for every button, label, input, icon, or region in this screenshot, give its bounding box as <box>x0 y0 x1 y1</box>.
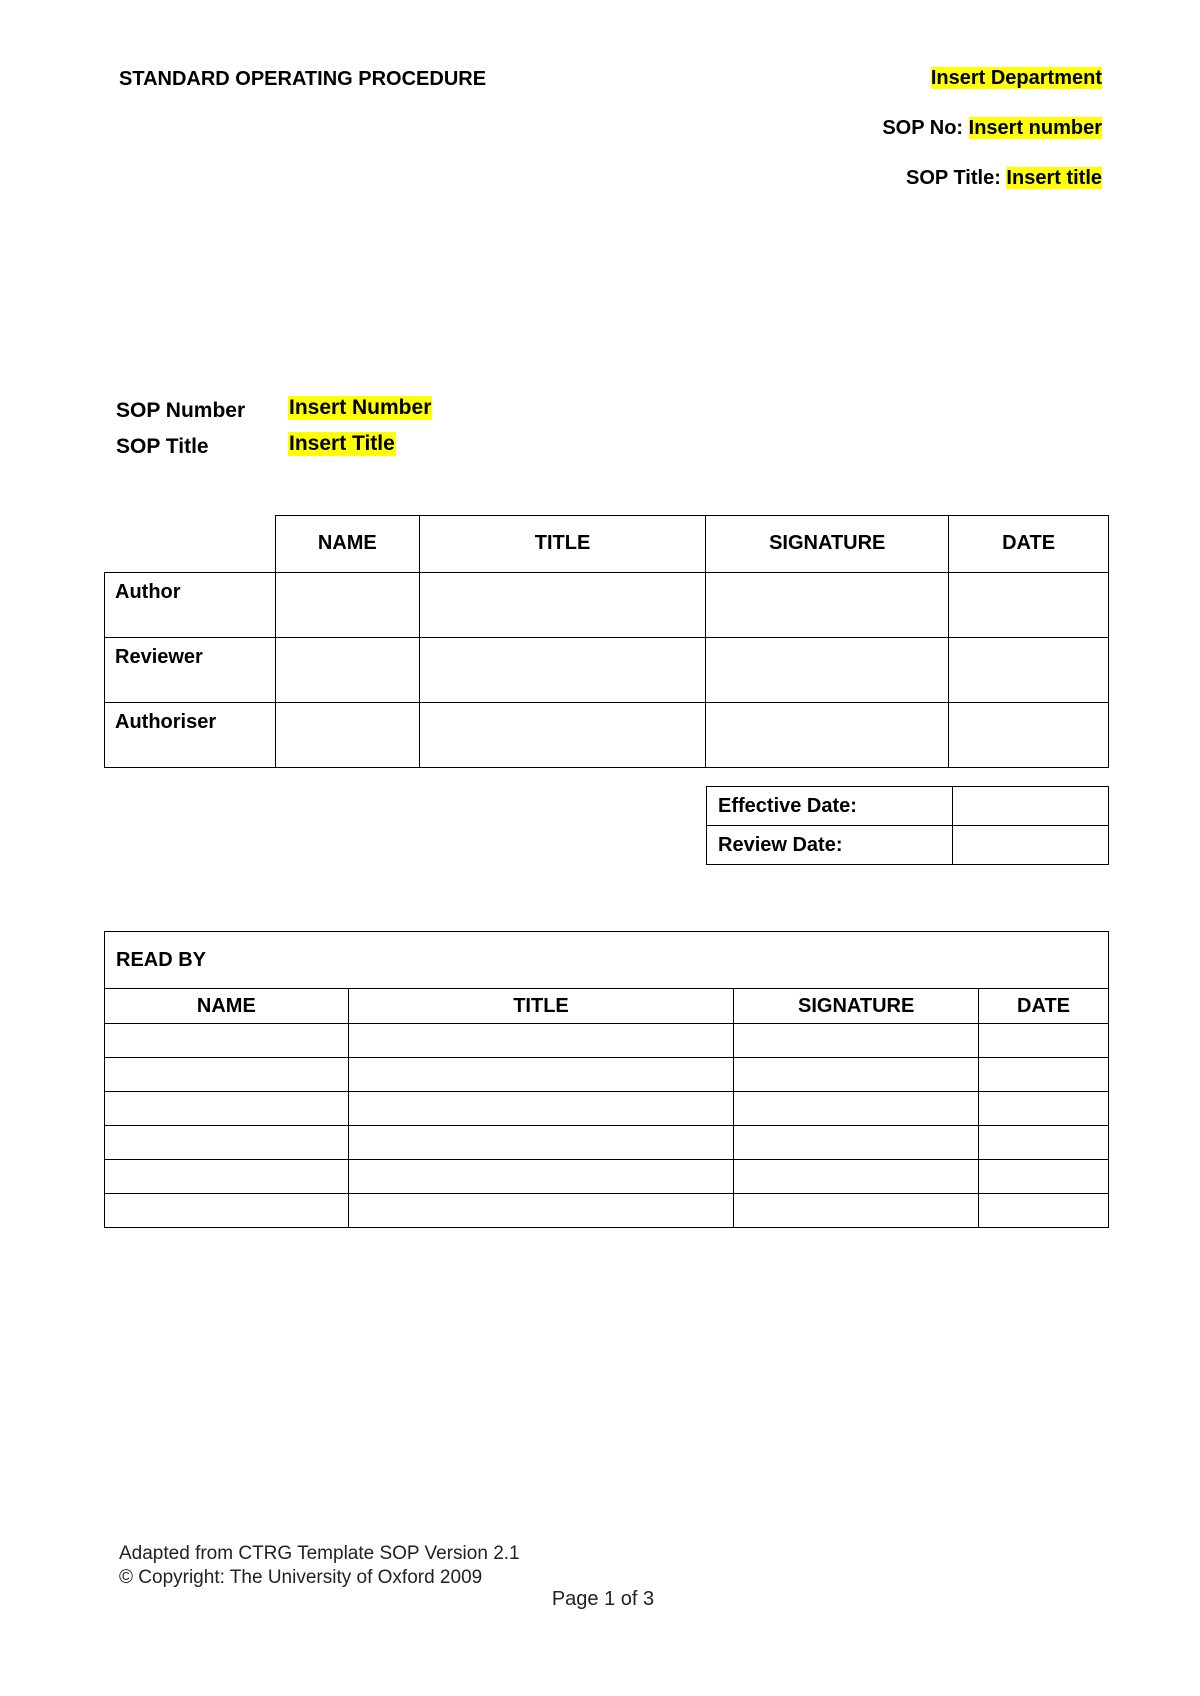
dates-table <box>706 786 1109 865</box>
signoff-row-reviewer <box>105 637 1109 702</box>
read-by-date-cell[interactable] <box>979 1160 1109 1194</box>
signoff-row-author <box>105 572 1109 637</box>
effective-date-field[interactable] <box>953 787 1109 826</box>
review-date-row <box>707 826 1109 865</box>
reviewer-name-cell[interactable] <box>275 637 419 702</box>
effective-date-row <box>707 787 1109 826</box>
read-by-title-cell[interactable] <box>348 1126 734 1160</box>
read-by-signature-cell[interactable] <box>734 1058 979 1092</box>
reviewer-title-cell[interactable] <box>419 637 706 702</box>
document-type: STANDARD OPERATING PROCEDURE <box>119 68 487 90</box>
reviewer-signature-cell[interactable] <box>706 637 949 702</box>
signoff-corner <box>105 516 276 573</box>
sop-title-field[interactable]: Insert title <box>1006 167 1102 189</box>
read-by-signature-cell[interactable] <box>734 1024 979 1058</box>
read-by-name-cell[interactable] <box>105 1194 349 1228</box>
read-by-table <box>104 931 1109 1228</box>
read-by-date-cell[interactable] <box>979 1126 1109 1160</box>
read-by-signature-cell[interactable] <box>734 1160 979 1194</box>
author-title-cell[interactable] <box>419 572 706 637</box>
table-row <box>105 1160 1109 1194</box>
table-row <box>105 1058 1109 1092</box>
review-date-field[interactable] <box>953 826 1109 865</box>
page-number: Page 1 of 3 <box>551 1588 655 1610</box>
read-by-signature-cell[interactable] <box>734 1194 979 1228</box>
read-by-name-cell[interactable] <box>105 1160 349 1194</box>
read-by-date-cell[interactable] <box>979 1058 1109 1092</box>
read-by-signature-cell[interactable] <box>734 1126 979 1160</box>
read-by-signature-cell[interactable] <box>734 1092 979 1126</box>
sop-no-field[interactable]: Insert number <box>968 117 1102 139</box>
table-row <box>105 1194 1109 1228</box>
read-by-col-name: NAME <box>105 989 349 1024</box>
read-by-heading-row <box>105 932 1109 989</box>
sop-number-label: SOP Number <box>116 399 246 422</box>
authoriser-signature-cell[interactable] <box>706 702 949 767</box>
read-by-col-signature: SIGNATURE <box>734 989 979 1024</box>
sop-title-info-field[interactable]: Insert Title <box>289 432 395 455</box>
sop-title-info-label: SOP Title <box>116 435 209 458</box>
signoff-header-row <box>105 516 1109 573</box>
read-by-heading: READ BY <box>105 932 1109 989</box>
author-date-cell[interactable] <box>949 572 1109 637</box>
header-right <box>882 66 1102 216</box>
read-by-title-cell[interactable] <box>348 1160 734 1194</box>
signoff-row-authoriser <box>105 702 1109 767</box>
sop-title-label: SOP Title: <box>906 167 1001 189</box>
signoff-col-signature: SIGNATURE <box>706 516 949 573</box>
read-by-date-cell[interactable] <box>979 1092 1109 1126</box>
read-by-name-cell[interactable] <box>105 1126 349 1160</box>
read-by-name-cell[interactable] <box>105 1024 349 1058</box>
read-by-header-row <box>105 989 1109 1024</box>
footer <box>119 1542 520 1590</box>
author-name-cell[interactable] <box>275 572 419 637</box>
role-label: Authoriser <box>105 702 276 767</box>
sop-number-field[interactable]: Insert Number <box>289 396 432 419</box>
signoff-col-name: NAME <box>275 516 419 573</box>
page-number-line <box>0 1588 1200 1611</box>
table-row <box>105 1092 1109 1126</box>
read-by-title-cell[interactable] <box>348 1024 734 1058</box>
review-date-label: Review Date: <box>707 826 953 865</box>
signoff-col-date: DATE <box>949 516 1109 573</box>
department-line <box>882 66 1102 90</box>
authoriser-name-cell[interactable] <box>275 702 419 767</box>
table-row <box>105 1024 1109 1058</box>
authoriser-title-cell[interactable] <box>419 702 706 767</box>
authoriser-date-cell[interactable] <box>949 702 1109 767</box>
sop-title-row <box>116 426 432 462</box>
read-by-col-date: DATE <box>979 989 1109 1024</box>
read-by-title-cell[interactable] <box>348 1058 734 1092</box>
read-by-name-cell[interactable] <box>105 1058 349 1092</box>
read-by-title-cell[interactable] <box>348 1092 734 1126</box>
read-by-col-title: TITLE <box>348 989 734 1024</box>
sop-no-line <box>882 116 1102 140</box>
read-by-date-cell[interactable] <box>979 1194 1109 1228</box>
table-row <box>105 1126 1109 1160</box>
author-signature-cell[interactable] <box>706 572 949 637</box>
read-by-name-cell[interactable] <box>105 1092 349 1126</box>
role-label: Reviewer <box>105 637 276 702</box>
reviewer-date-cell[interactable] <box>949 637 1109 702</box>
signoff-col-title: TITLE <box>419 516 706 573</box>
read-by-title-cell[interactable] <box>348 1194 734 1228</box>
footer-copyright: © Copyright: The University of Oxford 2009 <box>119 1567 483 1588</box>
department-field[interactable]: Insert Department <box>930 67 1102 89</box>
sop-number-row <box>116 390 432 426</box>
sop-title-line <box>882 166 1102 190</box>
read-by-date-cell[interactable] <box>979 1024 1109 1058</box>
role-label: Author <box>105 572 276 637</box>
signoff-table <box>104 515 1109 768</box>
effective-date-label: Effective Date: <box>707 787 953 826</box>
sop-no-label: SOP No: <box>882 117 964 139</box>
sop-info <box>116 390 432 462</box>
footer-adapted: Adapted from CTRG Template SOP Version 2.1 <box>119 1543 520 1564</box>
